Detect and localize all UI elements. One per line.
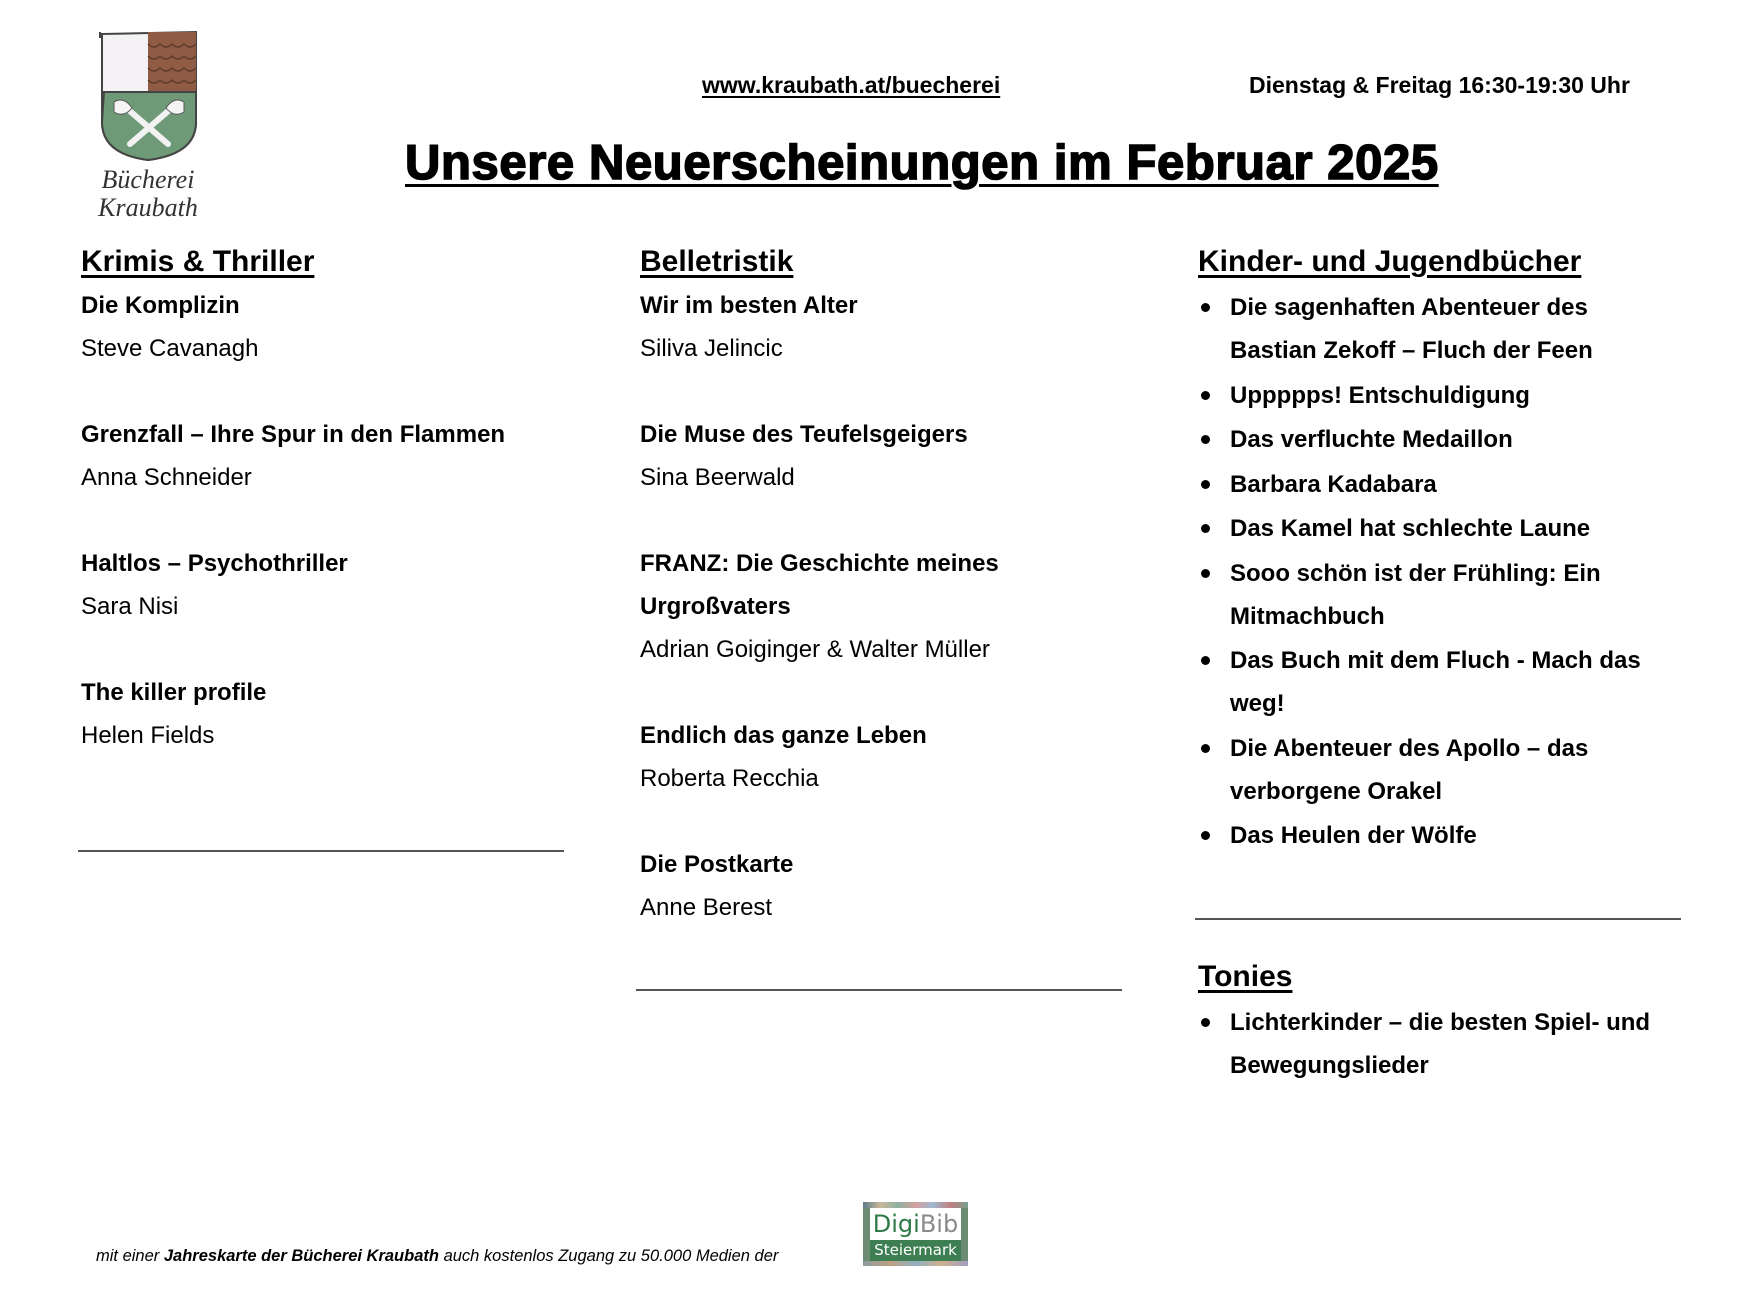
opening-hours: Dienstag & Freitag 16:30-19:30 Uhr (1249, 72, 1630, 98)
book-entry (640, 413, 1120, 499)
item-line: Die sagenhaften Abenteuer des (1230, 294, 1588, 321)
footer-text-part: mit einer (96, 1247, 164, 1265)
footer-text-bold: Jahreskarte der Bücherei Kraubath (163, 1247, 439, 1265)
book-entry (81, 284, 551, 370)
page-title: Unsere Neuerscheinungen im Februar 2025 (405, 136, 1439, 190)
book-title: Die Postkarte (640, 851, 794, 878)
book-title: Die Muse des Teufelsgeigers (640, 421, 968, 448)
section-divider (636, 989, 1122, 991)
logo-strip (863, 1261, 968, 1266)
book-entry (81, 671, 551, 757)
tonies-list (1198, 1001, 1698, 1087)
section-heading: Kinder- und Jugendbücher (1198, 245, 1582, 278)
bullet-icon (1201, 569, 1210, 578)
book-author: Helen Fields (81, 722, 215, 749)
website-link[interactable]: www.kraubath.at/buecherei (702, 72, 1001, 98)
item-line: Die Abenteuer des Apollo – das (1230, 734, 1589, 762)
item-line: Lichterkinder – die besten Spiel- und (1230, 1009, 1651, 1036)
bullet-icon (1201, 391, 1210, 400)
list-item (1198, 418, 1698, 461)
bullet-icon (1201, 480, 1210, 489)
book-entry (640, 714, 1120, 800)
section-heading: Krimis & Thriller (81, 245, 315, 278)
book-title: Endlich das ganze Leben (640, 722, 927, 749)
item-line: Bastian Zekoff – Fluch der Feen (1230, 337, 1593, 364)
item-line: Uppppps! Entschuldigung (1230, 381, 1530, 409)
book-author: Steve Cavanagh (81, 335, 259, 362)
section-belletristik (640, 244, 1120, 929)
book-list (1198, 286, 1698, 857)
digibib-region: Steiermark (870, 1240, 961, 1261)
section-krimis (81, 244, 551, 757)
item-line: Sooo schön ist der Frühling: Ein (1230, 559, 1601, 587)
list-item (1198, 639, 1698, 725)
library-logo (88, 26, 208, 222)
footer-note (96, 1247, 778, 1266)
bullet-icon (1201, 744, 1210, 753)
digibib-digi: Digi (872, 1210, 920, 1238)
coat-of-arms-icon (88, 26, 208, 164)
list-item (1198, 507, 1698, 550)
book-author: Anne Berest (640, 894, 773, 921)
list-item (1198, 463, 1698, 506)
book-author: Sara Nisi (81, 593, 179, 620)
bullet-icon (1201, 435, 1210, 444)
bullet-icon (1201, 303, 1210, 312)
book-entry (640, 284, 1120, 370)
book-entry (81, 413, 551, 499)
section-tonies (1198, 959, 1698, 1089)
book-title: Wir im besten Alter (640, 292, 858, 319)
book-author: Adrian Goiginger & Walter Müller (640, 636, 990, 663)
book-title: Die Komplizin (81, 292, 240, 319)
bullet-icon (1201, 524, 1210, 533)
section-divider (1195, 918, 1681, 920)
list-item (1198, 286, 1698, 372)
book-entry (640, 542, 1120, 671)
bullet-icon (1201, 656, 1210, 665)
book-title: The killer profile (81, 679, 267, 706)
item-line: Bewegungslieder (1230, 1052, 1429, 1079)
book-title-line2: Urgroßvaters (640, 593, 791, 620)
digibib-logo[interactable] (863, 1202, 968, 1266)
book-author: Sina Beerwald (640, 464, 795, 491)
list-item (1198, 1001, 1698, 1087)
item-line: weg! (1230, 690, 1285, 717)
section-divider (78, 850, 564, 852)
book-author: Siliva Jelincic (640, 335, 783, 362)
book-title: Haltlos – Psychothriller (81, 550, 348, 577)
item-line: Das Buch mit dem Fluch - Mach das (1230, 647, 1641, 674)
bullet-icon (1201, 1018, 1210, 1027)
book-title: Grenzfall – Ihre Spur in den Flammen (81, 421, 506, 448)
book-author: Anna Schneider (81, 464, 252, 491)
list-item (1198, 374, 1698, 417)
digibib-bib: Bib (919, 1210, 959, 1238)
section-heading: Belletristik (640, 245, 794, 278)
footer-text-part: auch kostenlos Zugang zu 50.000 Medien der (438, 1247, 779, 1265)
logo-box (870, 1208, 961, 1240)
logo-text-line2: Kraubath (98, 193, 198, 222)
item-line: Mitmachbuch (1230, 602, 1385, 630)
item-line: Barbara Kadabara (1230, 470, 1437, 498)
bullet-icon (1201, 831, 1210, 840)
list-item (1198, 552, 1698, 638)
book-title-line1: FRANZ: Die Geschichte meines (640, 550, 999, 577)
section-kinder (1198, 244, 1698, 859)
item-line: Das Heulen der Wölfe (1230, 822, 1477, 849)
section-heading: Tonies (1198, 960, 1293, 993)
item-line: verborgene Orakel (1230, 777, 1443, 805)
book-entry (81, 542, 551, 628)
book-entry (640, 843, 1120, 929)
item-line: Das Kamel hat schlechte Laune (1230, 515, 1591, 542)
book-author: Roberta Recchia (640, 765, 819, 792)
logo-text-line1: Bücherei (101, 165, 195, 194)
item-line: Das verfluchte Medaillon (1230, 426, 1513, 453)
list-item (1198, 814, 1698, 857)
list-item (1198, 727, 1698, 813)
